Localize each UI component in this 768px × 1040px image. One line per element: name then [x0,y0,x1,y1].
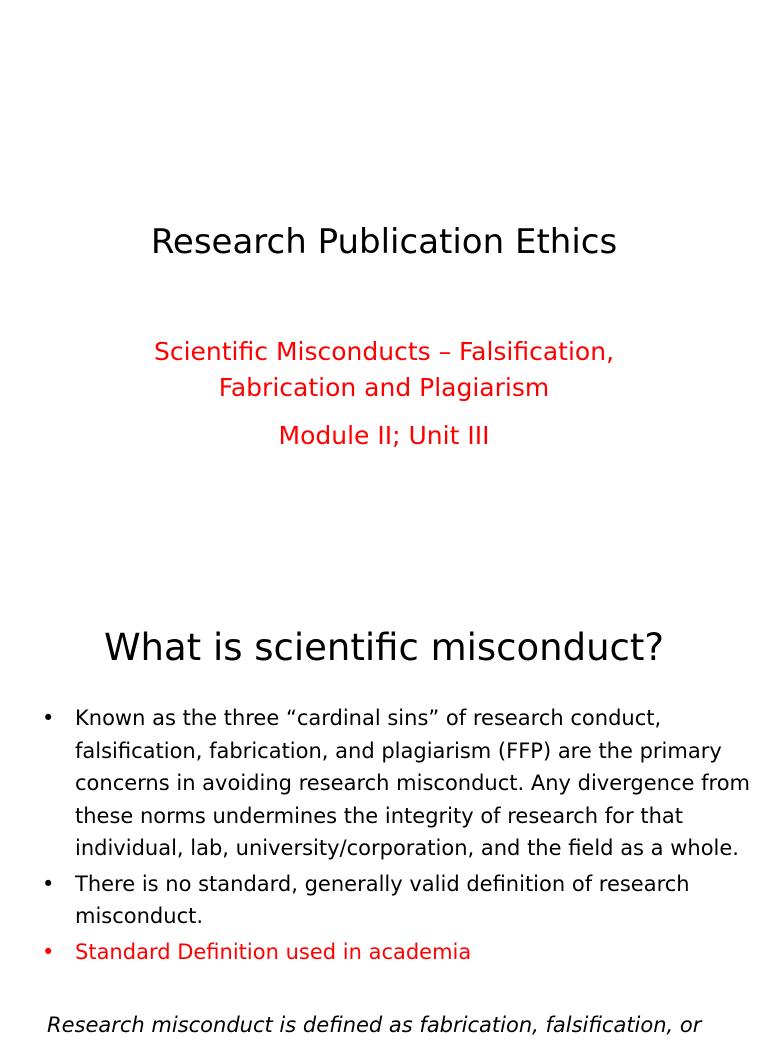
module-unit-label: Module II; Unit III [278,421,490,450]
bullet-text: There is no standard, generally valid definition of research misconduct. [75,871,690,928]
bullet-item-3 [40,936,750,969]
slide-heading: What is scientific misconduct? [103,626,665,669]
content-slide [0,576,768,1037]
slide-subtitle [0,334,768,454]
bullet-list [40,702,750,971]
subtitle-line-1: Scientific Misconducts – Falsification, [153,337,615,366]
bullet-text: Known as the three “cardinal sins” of research conduct, falsification, fabrication, and plagiarism (FFP) are the primary concerns in avoiding research misconduct. Any divergence from these norms undermines the integrity of research for that individual, lab, university/corporation, and the field as a whole. [75,706,750,860]
bullet-icon: • [42,939,55,964]
bullet-icon: • [42,706,55,730]
bullet-item-1 [40,702,750,865]
subtitle-line-2: Fabrication and Plagiarism [218,373,550,402]
bullet-icon: • [42,871,55,896]
slide-title: Research Publication Ethics [150,222,618,262]
definition-text: Research misconduct is defined as fabrication, falsification, or [47,1013,702,1037]
bullet-text-highlighted: Standard Definition used in academia [75,939,472,964]
bullet-item-2 [40,868,750,933]
